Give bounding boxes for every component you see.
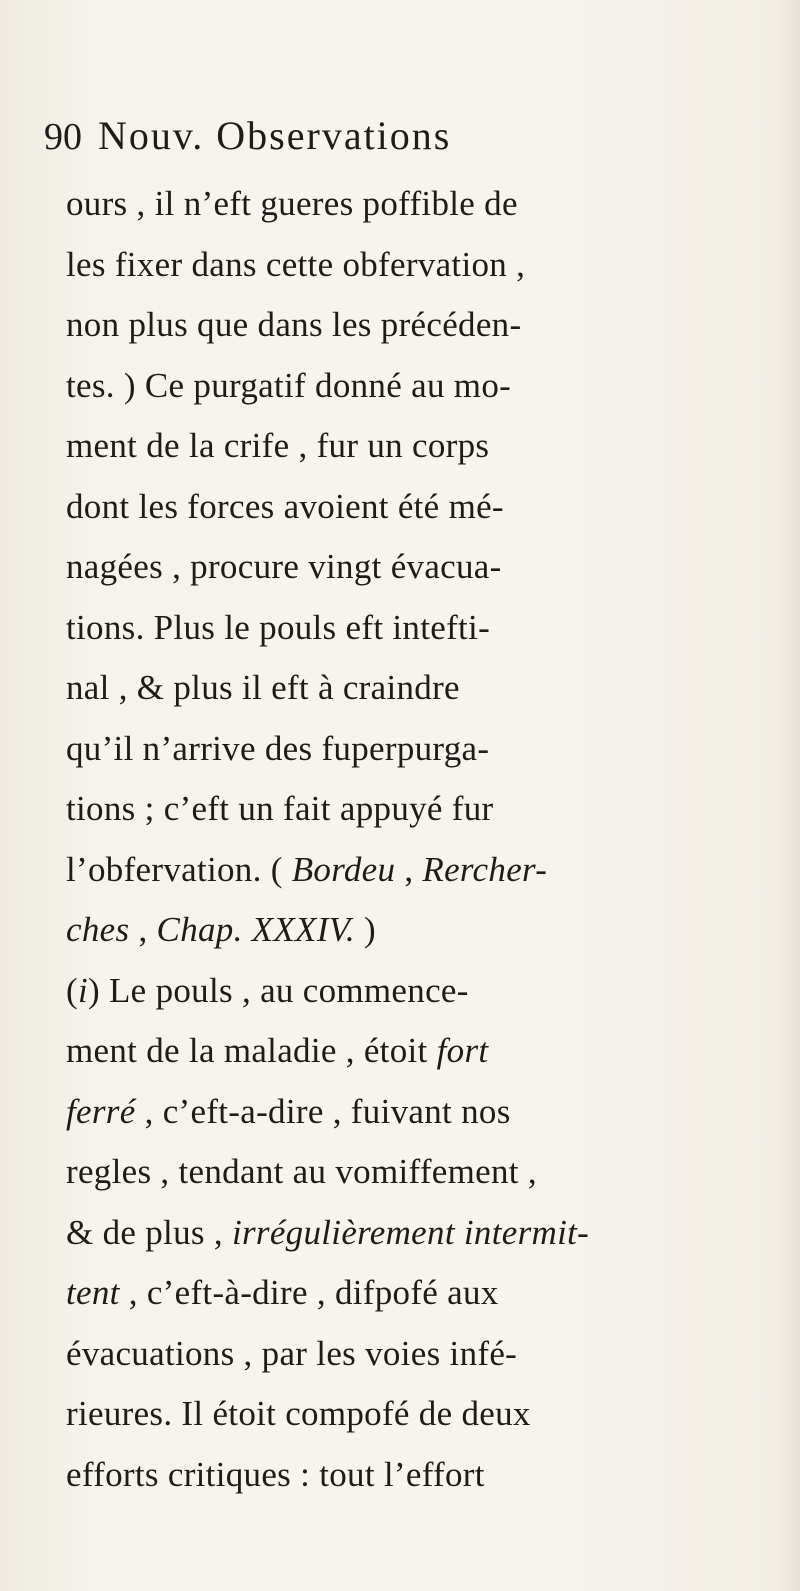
text-line: efforts critiques : tout l’effort <box>66 1454 485 1494</box>
text-line: non plus que dans les précéden- <box>66 305 522 344</box>
text-line: & de plus , irrégulièrement intermit- <box>66 1212 590 1252</box>
citation-work: Rercher- <box>422 849 548 889</box>
text-line: ches , Chap. XXXIV. ) <box>66 910 376 949</box>
emphasis-text: tent <box>66 1273 120 1312</box>
running-head <box>44 112 604 172</box>
citation-chapter: Chap. XXXIV. <box>156 910 355 949</box>
text-line: qu’il n’arrive des fuperpurga- <box>66 728 490 768</box>
text-line: les fixer dans cette obfervation , <box>66 244 526 284</box>
text-body <box>66 174 796 1505</box>
emphasis-text: ferré <box>66 1091 136 1131</box>
emphasis-text: fort <box>436 1031 489 1070</box>
note-marker: i <box>77 970 88 1010</box>
running-title: Nouv. Observations <box>98 113 452 158</box>
citation-author: Bordeu <box>291 849 396 889</box>
text-line: évacuations , par les voies infé- <box>66 1333 518 1373</box>
text-line: ours , il n’eft gueres poffible de <box>66 184 518 223</box>
text-line: ment de la maladie , étoit fort <box>66 1031 489 1070</box>
text-line: tent , c’eft-à-dire , difpofé aux <box>66 1273 499 1312</box>
text-line: tes. ) Ce purgatif donné au mo- <box>66 365 512 405</box>
emphasis-text: irrégulièrement intermit- <box>231 1212 590 1252</box>
text-line: tions ; c’eft un fait appuyé fur <box>66 789 494 828</box>
text-line: rieures. Il étoit compofé de deux <box>66 1394 531 1433</box>
text-line: l’obfervation. ( Bordeu , Rercher- <box>66 849 548 889</box>
page-number: 90 <box>44 116 82 158</box>
text-line: ment de la crife , fur un corps <box>66 426 490 465</box>
text-line: nagées , procure vingt évacua- <box>66 547 502 586</box>
text-line: dont les forces avoient été mé- <box>66 486 504 526</box>
text-line: tions. Plus le pouls eft intefti- <box>66 607 491 647</box>
text-line: (i) Le pouls , au commence- <box>66 970 469 1010</box>
text-line: ferré , c’eft-a-dire , fuivant nos <box>66 1091 511 1131</box>
citation-work: ches <box>66 910 130 949</box>
text-line: nal , & plus il eft à craindre <box>66 668 460 707</box>
text-line: regles , tendant au vomiffement , <box>66 1152 537 1191</box>
